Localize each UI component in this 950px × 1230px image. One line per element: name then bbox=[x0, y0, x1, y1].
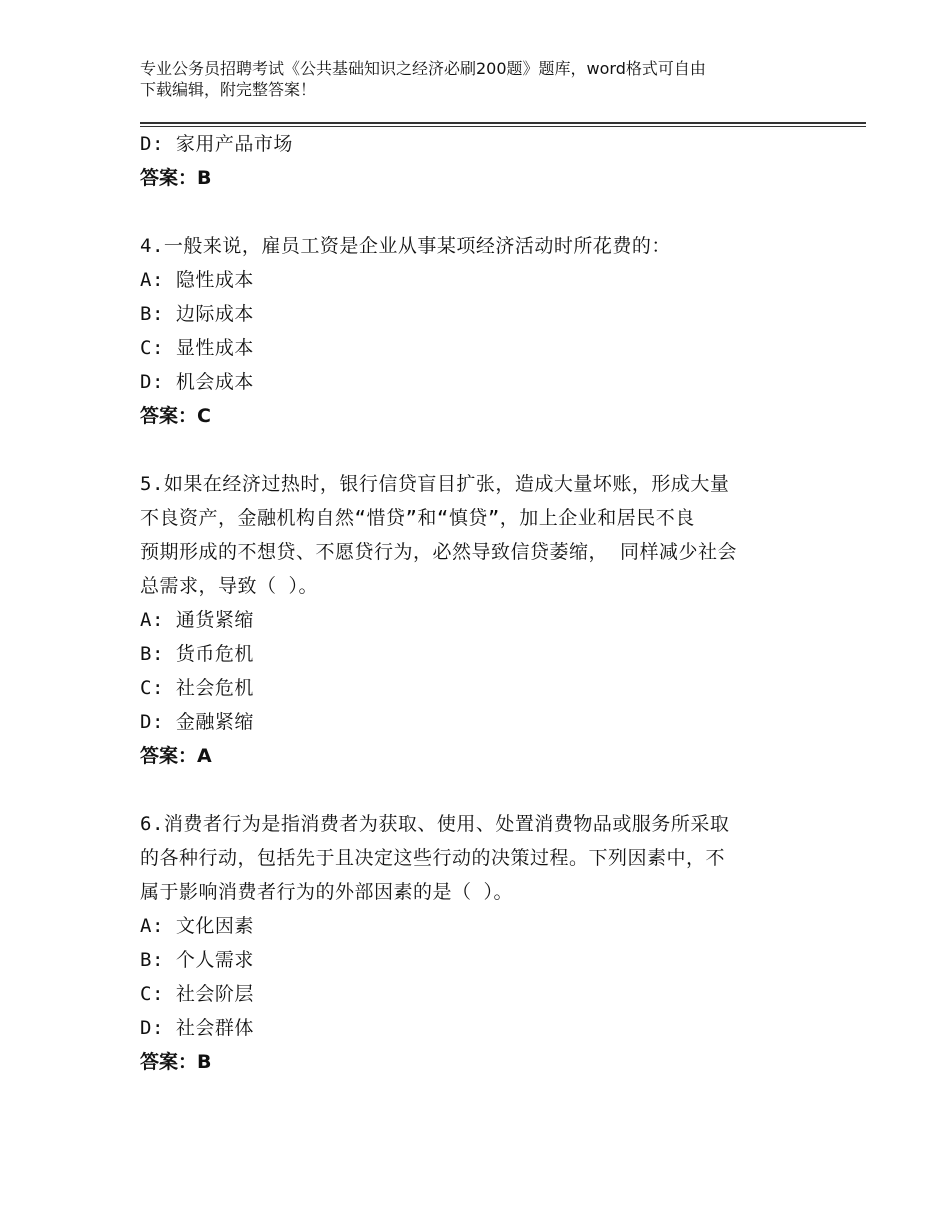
question-text: 4.一般来说，雇员工资是企业从事某项经济活动时所花费的： bbox=[140, 235, 671, 257]
answer: 答案：B bbox=[140, 167, 212, 189]
answer: 答案：B bbox=[140, 1051, 212, 1073]
question-text-line-1: 6.消费者行为是指消费者为获取、使用、处置消费物品或服务所采取 bbox=[140, 813, 730, 835]
option-d: D: 社会群体 bbox=[140, 1017, 254, 1039]
option-a: A: 文化因素 bbox=[140, 915, 254, 937]
option-b: B: 个人需求 bbox=[140, 949, 254, 971]
option-d: D: 机会成本 bbox=[140, 371, 254, 393]
question-text-line-3: 预期形成的不想贷、不愿贷行为，必然导致信贷萎缩， 同样减少社会 bbox=[140, 541, 737, 563]
spacer bbox=[140, 195, 820, 229]
document-header bbox=[140, 58, 840, 100]
option-b: B: 货币危机 bbox=[140, 643, 254, 665]
option-d: D: 家用产品市场 bbox=[140, 133, 293, 155]
header-line-2: 下载编辑，附完整答案！ bbox=[140, 80, 317, 99]
option-a: A: 隐性成本 bbox=[140, 269, 254, 291]
question-6 bbox=[140, 807, 820, 1079]
spacer bbox=[140, 773, 820, 807]
question-4 bbox=[140, 229, 820, 433]
question-text-line-2: 的各种行动，包括先于且决定这些行动的决策过程。下列因素中，不 bbox=[140, 847, 726, 869]
option-a: A: 通货紧缩 bbox=[140, 609, 254, 631]
question-5 bbox=[140, 467, 820, 773]
option-c: C: 社会阶层 bbox=[140, 983, 254, 1005]
document-body bbox=[140, 127, 820, 1079]
option-d: D: 金融紧缩 bbox=[140, 711, 254, 733]
question-text-line-3: 属于影响消费者行为的外部因素的是（ ）。 bbox=[140, 881, 513, 903]
question-text-line-2: 不良资产，金融机构自然“惜贷”和“慎贷”，加上企业和居民不良 bbox=[140, 507, 695, 529]
question-text-line-4: 总需求，导致（ ）。 bbox=[140, 575, 318, 597]
header-divider-thick bbox=[140, 122, 866, 124]
question-3-tail bbox=[140, 127, 820, 195]
header-line-1: 专业公务员招聘考试《公共基础知识之经济必刷200题》题库，word格式可自由 bbox=[140, 59, 706, 78]
answer: 答案：C bbox=[140, 405, 211, 427]
option-b: B: 边际成本 bbox=[140, 303, 254, 325]
option-c: C: 社会危机 bbox=[140, 677, 254, 699]
spacer bbox=[140, 433, 820, 467]
answer: 答案：A bbox=[140, 745, 212, 767]
option-c: C: 显性成本 bbox=[140, 337, 254, 359]
question-text-line-1: 5.如果在经济过热时，银行信贷盲目扩张，造成大量坏账，形成大量 bbox=[140, 473, 730, 495]
